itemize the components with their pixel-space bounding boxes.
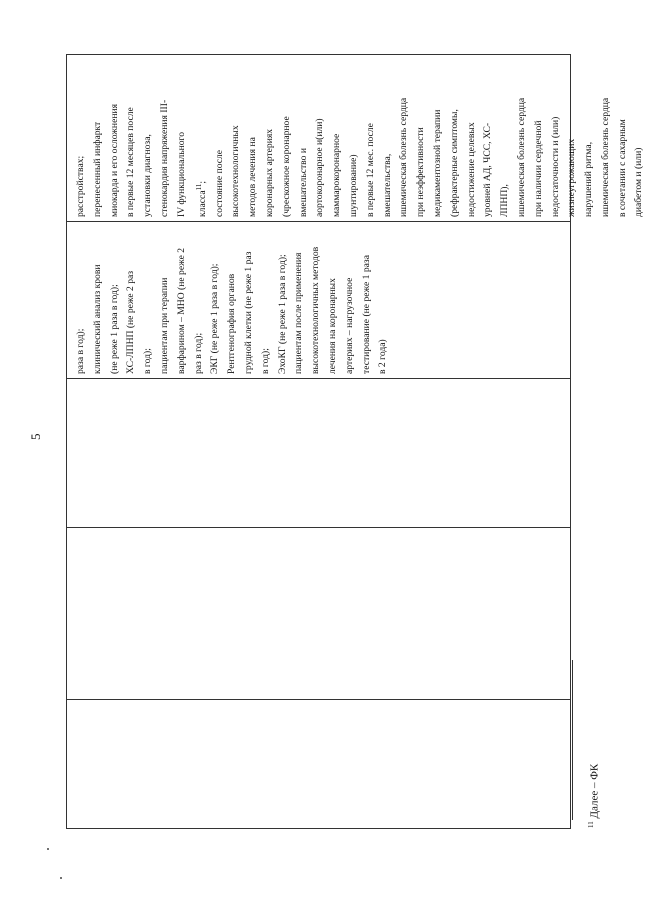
cell-line: расстройствах;	[75, 155, 86, 217]
cell-line: установки диагноза,	[142, 134, 154, 217]
cell-line: высокотехнологичных методов	[310, 246, 322, 374]
column-divider	[67, 699, 570, 700]
cell-line: недостаточности и (или)	[549, 116, 561, 217]
cell-line: пациентам при терапии	[158, 277, 170, 374]
cell-line: в год);	[142, 348, 154, 374]
footnote-reference: 11	[194, 183, 203, 191]
cell-line: ХС-ЛПНП (не реже 2 раз	[125, 270, 137, 374]
cell-line: клинический анализ крови	[91, 264, 103, 374]
cell-line: аортокоронарное и(или)	[314, 118, 326, 217]
cell-line: коронарных артериях	[263, 128, 275, 217]
cell-line: недостижение целевых	[465, 122, 477, 217]
footnote-text: Далее – ФК	[588, 763, 601, 822]
scan-speck	[60, 877, 62, 879]
cell-line: состояние после	[213, 149, 225, 217]
cell-line: маммарокоронарное	[331, 133, 343, 217]
footnote-number: 11	[587, 821, 595, 828]
cell-line: высокотехнологичных	[230, 125, 242, 217]
cell-line: уровней АД, ЧСС, ХС-	[482, 122, 494, 217]
cell-line: тестирование (не реже 1 раза	[360, 255, 372, 374]
column-divider	[67, 221, 570, 222]
cell-line: класса$^{11}$;	[194, 180, 208, 217]
cell-line: ЭКГ (не реже 1 раза в год);	[209, 263, 221, 374]
cell-line: ишемическая болезнь сердца	[599, 97, 611, 217]
cell-line: (чрескожное коронарное	[280, 116, 292, 217]
cell-line: в сочетании с сахарным	[616, 119, 628, 217]
cell-line: в первые 12 мес. после	[364, 123, 376, 217]
cell-line: (не реже 1 раза в год);	[108, 284, 120, 374]
cell-line: Рентгенография органов	[226, 273, 238, 374]
cell-line: при наличии сердечной	[532, 120, 544, 217]
cell-line: при неэффективности	[415, 127, 427, 217]
cell-line: раз в год);	[192, 332, 204, 374]
cell-line: жизнеугрожающих	[566, 138, 578, 217]
cell-line: ЛПНП),	[499, 184, 511, 217]
cell-line: грудной клетки (не реже 1 раз	[242, 251, 254, 374]
cell-line: стенокардия напряжения III-	[158, 99, 170, 217]
cell-line: артериях – нагрузочное	[343, 277, 355, 374]
cell-line: ЭхоКГ (не реже 1 раза в год);	[276, 254, 288, 374]
cell-line: перенесенный инфаркт	[91, 121, 103, 217]
cell-line: в первые 12 месяцев после	[125, 107, 137, 217]
cell-line: нарушений ритма,	[583, 141, 595, 217]
cell-line: вмешательство и	[297, 148, 309, 217]
cell-line: ишемическая болезнь сердца	[515, 97, 527, 217]
cell-line: пациентам после применения	[293, 252, 305, 374]
cell-line: диабетом и (или)	[633, 147, 645, 217]
cell-line: шунтирование)	[347, 154, 359, 217]
cell-line: варфарином – МНО (не реже 2	[175, 247, 187, 374]
table-cell-examinations	[73, 247, 392, 374]
cell-line: (рефрактерные симптомы,	[448, 109, 460, 217]
cell-line: ишемическая болезнь сердца	[398, 97, 410, 217]
cell-line: методов лечения на	[247, 137, 259, 217]
cell-line: в 2 года)	[377, 339, 389, 374]
cell-line: медикаментозной терапии	[431, 109, 443, 217]
cell-line: в год);	[259, 348, 271, 374]
cell-line: раза в год);	[75, 328, 86, 374]
column-divider	[67, 527, 570, 528]
cell-line: миокарда и его осложнения	[108, 103, 120, 217]
column-divider	[67, 378, 570, 379]
scan-speck	[47, 848, 49, 850]
footnote-reference-suffix: ;	[196, 180, 208, 184]
footnote-separator	[572, 660, 573, 820]
cell-line: IV функционального	[175, 131, 187, 217]
cell-line: лечения на коронарных	[326, 278, 338, 374]
cell-line: вмешательства,	[381, 153, 393, 217]
page-number: 5	[28, 433, 43, 440]
table-cell-indications	[73, 98, 648, 217]
footnote	[587, 764, 601, 828]
